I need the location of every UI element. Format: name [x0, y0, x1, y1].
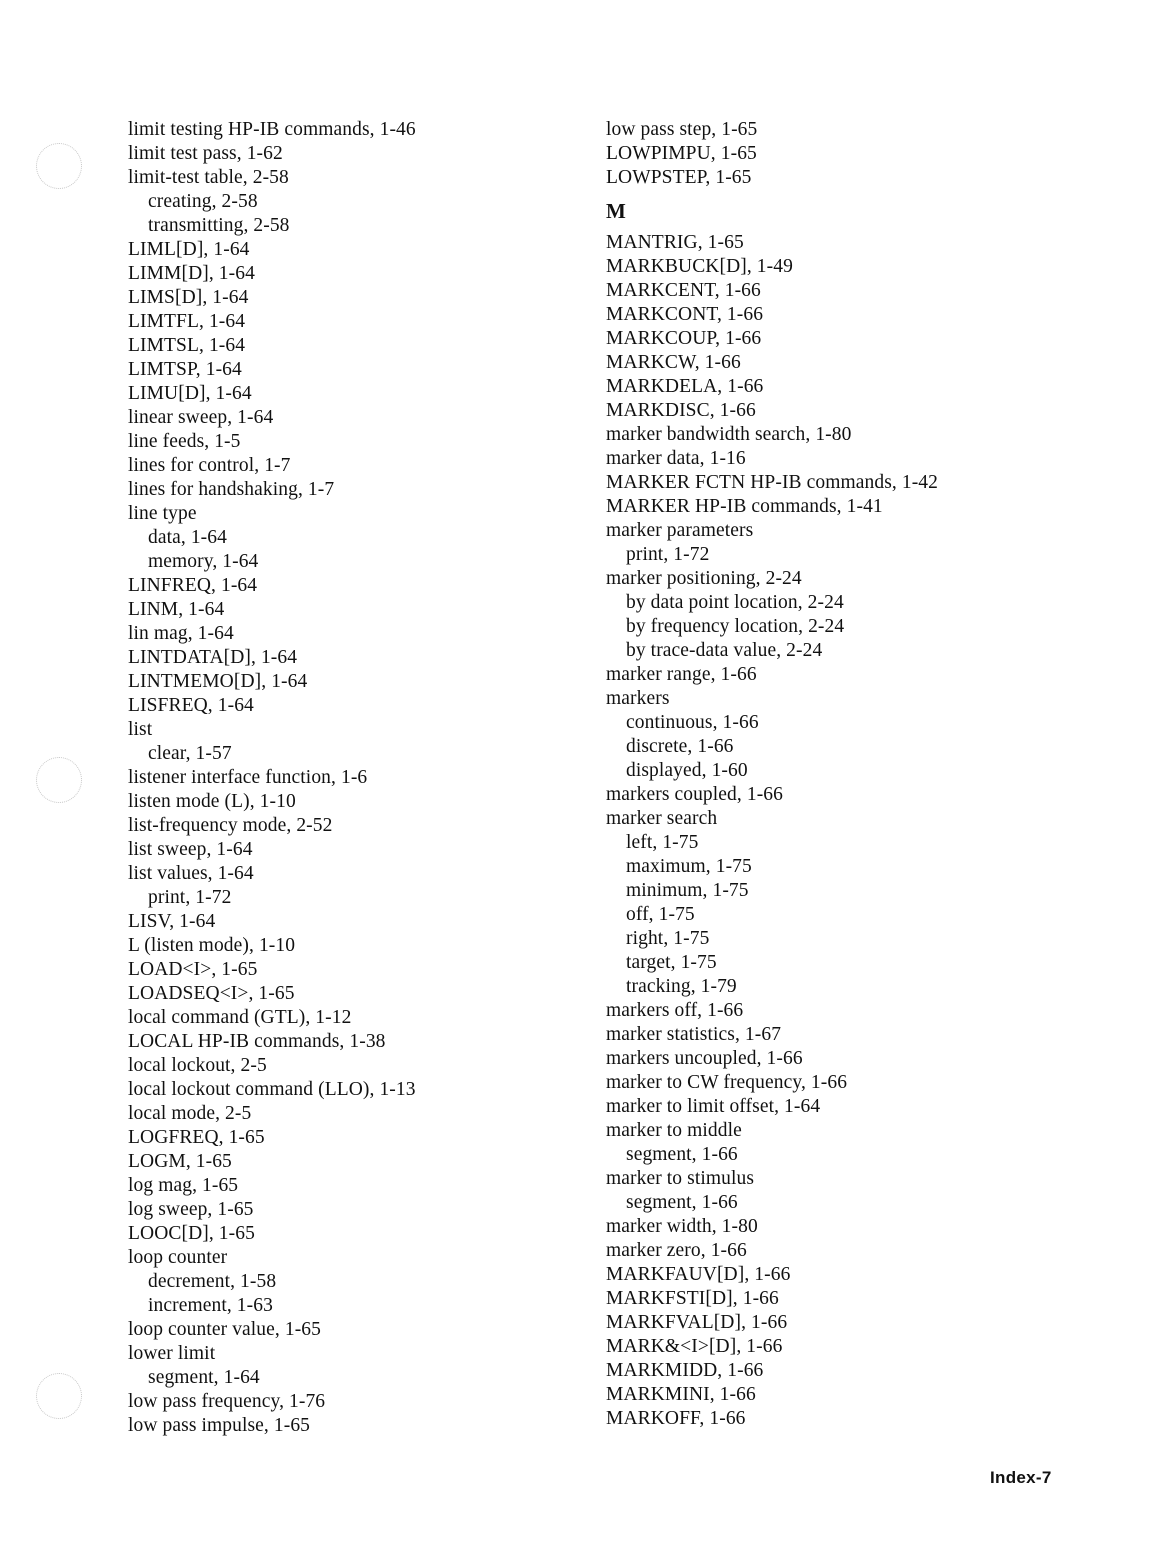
index-entry: marker to stimulus — [606, 1168, 755, 1189]
index-entry: LINTMEMO[D], 1-64 — [128, 671, 308, 692]
index-entry: MARKBUCK[D], 1-49 — [606, 256, 793, 277]
index-subentry: by trace-data value, 2-24 — [626, 640, 823, 661]
index-entry: MARKCENT, 1-66 — [606, 280, 761, 301]
index-entry: local command (GTL), 1-12 — [128, 1007, 352, 1028]
index-entry: LISV, 1-64 — [128, 911, 216, 932]
index-entry: LIMTSP, 1-64 — [128, 359, 242, 380]
index-entry: marker width, 1-80 — [606, 1216, 758, 1237]
index-entry: line feeds, 1-5 — [128, 431, 241, 452]
index-subentry: clear, 1-57 — [148, 743, 232, 764]
index-entry: local mode, 2-5 — [128, 1103, 252, 1124]
index-entry: LOAD<I>, 1-65 — [128, 959, 258, 980]
index-entry: MARKCOUP, 1-66 — [606, 328, 762, 349]
index-entry: MARK&<I>[D], 1-66 — [606, 1336, 783, 1357]
index-entry: LISFREQ, 1-64 — [128, 695, 254, 716]
index-entry: local lockout, 2-5 — [128, 1055, 267, 1076]
index-entry: markers — [606, 688, 670, 709]
index-entry: LOWPIMPU, 1-65 — [606, 143, 757, 164]
index-entry: low pass step, 1-65 — [606, 119, 758, 140]
index-entry: lin mag, 1-64 — [128, 623, 234, 644]
index-entry: LOGM, 1-65 — [128, 1151, 232, 1172]
binder-hole-bottom — [36, 1373, 82, 1419]
index-subentry: decrement, 1-58 — [148, 1271, 277, 1292]
index-entry: marker to middle — [606, 1120, 742, 1141]
index-entry: local lockout command (LLO), 1-13 — [128, 1079, 416, 1100]
index-entry: listener interface function, 1-6 — [128, 767, 368, 788]
index-subentry: left, 1-75 — [626, 832, 699, 853]
index-entry: MARKCONT, 1-66 — [606, 304, 764, 325]
index-continuation-list — [606, 118, 1126, 190]
index-entry: LIMM[D], 1-64 — [128, 263, 255, 284]
page-number: Index-7 — [990, 1468, 1052, 1487]
index-entry: loop counter — [128, 1247, 228, 1268]
index-subentry: segment, 1-66 — [626, 1192, 738, 1213]
index-entry: MARKMIDD, 1-66 — [606, 1360, 764, 1381]
index-subentry: segment, 1-66 — [626, 1144, 738, 1165]
index-entry: LIMU[D], 1-64 — [128, 383, 252, 404]
index-entry: LOWPSTEP, 1-65 — [606, 167, 752, 188]
index-subentry: increment, 1-63 — [148, 1295, 273, 1316]
index-entry: LIMTFL, 1-64 — [128, 311, 246, 332]
index-entry: marker zero, 1-66 — [606, 1240, 747, 1261]
index-entry: list-frequency mode, 2-52 — [128, 815, 333, 836]
index-entry: marker search — [606, 808, 718, 829]
index-subentry: off, 1-75 — [626, 904, 695, 925]
index-entry: markers uncoupled, 1-66 — [606, 1048, 803, 1069]
index-subentry: tracking, 1-79 — [626, 976, 737, 997]
index-subentry: print, 1-72 — [148, 887, 232, 908]
index-column-left — [128, 118, 558, 1438]
index-subentry: by data point location, 2-24 — [626, 592, 844, 613]
index-entry: MARKOFF, 1-66 — [606, 1408, 746, 1429]
index-entry: marker bandwidth search, 1-80 — [606, 424, 852, 445]
index-section-m-list — [606, 231, 1126, 1431]
index-entry: LOOC[D], 1-65 — [128, 1223, 255, 1244]
index-entry: loop counter value, 1-65 — [128, 1319, 322, 1340]
index-entry: limit-test table, 2-58 — [128, 167, 289, 188]
index-subentry: data, 1-64 — [148, 527, 227, 548]
index-subentry: displayed, 1-60 — [626, 760, 748, 781]
index-entry: markers off, 1-66 — [606, 1000, 744, 1021]
index-entry: LIMS[D], 1-64 — [128, 287, 249, 308]
index-entry: linear sweep, 1-64 — [128, 407, 274, 428]
index-entry: LOADSEQ<I>, 1-65 — [128, 983, 295, 1004]
index-entry: log sweep, 1-65 — [128, 1199, 254, 1220]
index-entry: MARKFAUV[D], 1-66 — [606, 1264, 791, 1285]
index-entry: L (listen mode), 1-10 — [128, 935, 296, 956]
index-column-right — [606, 118, 1126, 1431]
binder-hole-middle — [36, 757, 82, 803]
index-entry: MANTRIG, 1-65 — [606, 232, 744, 253]
index-entry: marker to CW frequency, 1-66 — [606, 1072, 848, 1093]
index-entry: MARKMINI, 1-66 — [606, 1384, 756, 1405]
index-entry: marker to limit offset, 1-64 — [606, 1096, 821, 1117]
index-entry: low pass impulse, 1-65 — [128, 1415, 311, 1436]
binder-hole-top — [36, 143, 82, 189]
index-entry: lines for handshaking, 1-7 — [128, 479, 335, 500]
index-subentry: target, 1-75 — [626, 952, 717, 973]
index-entry: list values, 1-64 — [128, 863, 254, 884]
index-entry: line type — [128, 503, 197, 524]
index-entry: MARKFVAL[D], 1-66 — [606, 1312, 788, 1333]
index-entry: log mag, 1-65 — [128, 1175, 239, 1196]
index-subentry: right, 1-75 — [626, 928, 710, 949]
index-subentry: continuous, 1-66 — [626, 712, 759, 733]
index-entry: limit testing HP-IB commands, 1-46 — [128, 119, 416, 140]
index-entry: marker parameters — [606, 520, 754, 541]
index-entry: markers coupled, 1-66 — [606, 784, 783, 805]
index-subentry: by frequency location, 2-24 — [626, 616, 845, 637]
index-subentry: maximum, 1-75 — [626, 856, 752, 877]
index-entry: lines for control, 1-7 — [128, 455, 291, 476]
index-subentry: memory, 1-64 — [148, 551, 259, 572]
index-entry: marker positioning, 2-24 — [606, 568, 802, 589]
index-entry: listen mode (L), 1-10 — [128, 791, 296, 812]
index-entry: LOGFREQ, 1-65 — [128, 1127, 265, 1148]
index-entry: marker data, 1-16 — [606, 448, 746, 469]
index-entry: LIMTSL, 1-64 — [128, 335, 246, 356]
index-subentry: minimum, 1-75 — [626, 880, 749, 901]
index-entry: LIML[D], 1-64 — [128, 239, 250, 260]
index-entry: lower limit — [128, 1343, 216, 1364]
section-letter-heading: M — [606, 199, 626, 223]
index-entry: low pass frequency, 1-76 — [128, 1391, 326, 1412]
index-entry: MARKER HP-IB commands, 1-41 — [606, 496, 883, 517]
index-subentry: creating, 2-58 — [148, 191, 258, 212]
index-entry: LINTDATA[D], 1-64 — [128, 647, 298, 668]
index-entry: MARKDISC, 1-66 — [606, 400, 756, 421]
index-entry: LOCAL HP-IB commands, 1-38 — [128, 1031, 386, 1052]
index-entry: marker range, 1-66 — [606, 664, 757, 685]
index-entry: LINFREQ, 1-64 — [128, 575, 258, 596]
index-subentry: segment, 1-64 — [148, 1367, 260, 1388]
index-subentry: transmitting, 2-58 — [148, 215, 290, 236]
index-subentry: print, 1-72 — [626, 544, 710, 565]
index-entry: list sweep, 1-64 — [128, 839, 253, 860]
index-entry: MARKER FCTN HP-IB commands, 1-42 — [606, 472, 938, 493]
index-entry: MARKFSTI[D], 1-66 — [606, 1288, 779, 1309]
index-subentry: discrete, 1-66 — [626, 736, 734, 757]
index-entry: LINM, 1-64 — [128, 599, 225, 620]
index-entry: MARKCW, 1-66 — [606, 352, 741, 373]
index-entry: limit test pass, 1-62 — [128, 143, 283, 164]
index-entry: MARKDELA, 1-66 — [606, 376, 764, 397]
index-entry: list — [128, 719, 153, 740]
index-entry: marker statistics, 1-67 — [606, 1024, 782, 1045]
